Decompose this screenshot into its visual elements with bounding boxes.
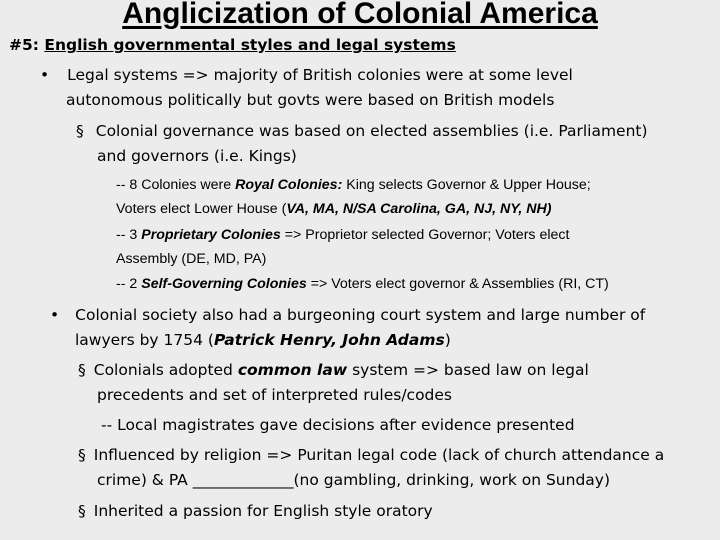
lawyers-pre: lawyers by 1754 ( [75,331,214,349]
self-governing-colonies-line [116,276,609,292]
bullet-legal-systems [40,66,573,84]
subbullet-text: Colonial governance was based on elected assemblies (i.e. Parliament) [95,122,648,140]
square-bullet-icon: § [78,361,86,379]
subbullet-text: Influenced by religion => Puritan legal code (lack of church attendance a [93,446,665,464]
subbullet-governance [76,122,648,140]
royal-line2-pre: Voters elect Lower House ( [116,201,287,217]
lawyers-post: ) [444,331,451,349]
section-heading-text: English governmental styles and legal systems [44,36,456,54]
bullet-court-system-cont [75,331,451,349]
royal-pre: -- 8 Colonies were [116,177,236,193]
self-post: => Voters elect governor & Assemblies (RI, CT) [306,276,609,292]
self-governing-colonies-term: Self-Governing Colonies [141,276,307,292]
subbullet-governance-cont: and governors (i.e. Kings) [97,147,297,165]
subbullet-oratory [78,502,433,520]
subbullet-religion [78,446,664,464]
slide-title: Anglicization of Colonial America [122,0,598,30]
subbullet-text: Inherited a passion for English style oratory [93,502,433,520]
proprietary-colonies-line2: Assembly (DE, MD, PA) [116,251,267,267]
subbullet-common-law-cont: precedents and set of interpreted rules/codes [97,386,453,404]
square-bullet-icon: § [78,502,86,520]
royal-colonies-line [116,177,591,193]
common-law-term: common law [237,361,348,379]
subbullet-common-law [78,361,589,379]
royal-colonies-term: Royal Colonies: [235,177,343,193]
subbullet-religion-cont: crime) & PA _____________(no gambling, drinking, work on Sunday) [97,471,610,489]
section-heading [9,36,456,54]
square-bullet-icon: § [78,446,86,464]
round-bullet-icon: • [40,66,50,84]
bullet-text: Colonial society also had a burgeoning court system and large number of [75,306,646,324]
royal-colonies-line2 [116,201,551,217]
lawyer-names: Patrick Henry, John Adams [213,331,445,349]
section-number: #5: [9,36,45,54]
common-pre: Colonials adopted [93,361,238,379]
common-post: system => based law on legal [347,361,589,379]
bullet-text: Legal systems => majority of British colonies were at some level [67,66,573,84]
prop-post: => Proprietor selected Governor; Voters elect [280,227,570,243]
bullet-legal-systems-cont: autonomous politically but govts were based on British models [66,91,555,109]
magistrates-line: -- Local magistrates gave decisions after evidence presented [101,416,575,434]
self-pre: -- 2 [116,276,142,292]
royal-post: King selects Governor & Upper House; [342,177,591,193]
prop-pre: -- 3 [116,227,142,243]
proprietary-colonies-line [116,227,569,243]
square-bullet-icon: § [76,122,84,140]
round-bullet-icon: • [50,306,60,324]
proprietary-colonies-term: Proprietary Colonies [141,227,281,243]
royal-colonies-list: VA, MA, N/SA Carolina, GA, NJ, NY, NH) [286,201,552,217]
bullet-court-system [50,306,645,324]
